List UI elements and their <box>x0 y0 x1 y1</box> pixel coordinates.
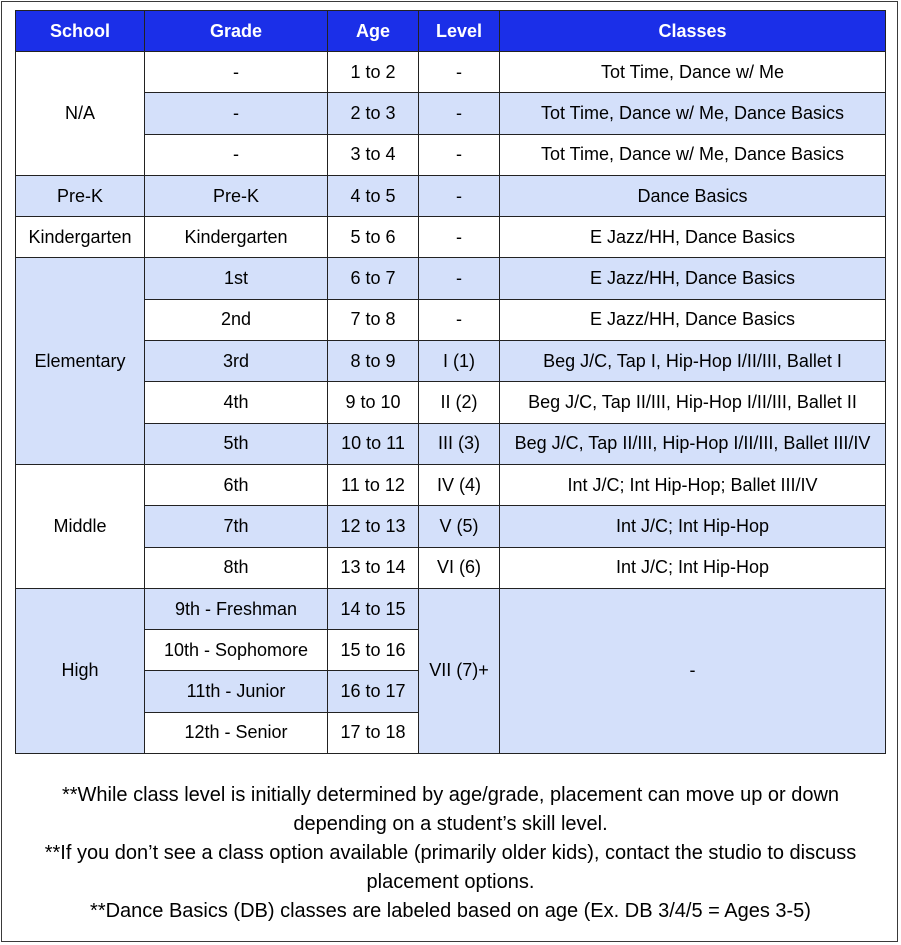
column-header-classes: Classes <box>500 11 886 52</box>
table-row <box>16 93 886 134</box>
grade-cell: Kindergarten <box>145 217 328 258</box>
age-cell: 14 to 15 <box>328 588 419 629</box>
footnotes <box>0 781 901 926</box>
age-cell: 10 to 11 <box>328 423 419 464</box>
level-cell: - <box>419 93 500 134</box>
level-cell: - <box>419 217 500 258</box>
grade-cell: Pre-K <box>145 175 328 216</box>
age-cell: 12 to 13 <box>328 506 419 547</box>
age-cell: 13 to 14 <box>328 547 419 588</box>
table-row <box>16 52 886 93</box>
level-cell: - <box>419 258 500 299</box>
school-cell: Elementary <box>16 258 145 464</box>
footnote-dance-basics: **Dance Basics (DB) classes are labeled based on age (Ex. DB 3/4/5 = Ages 3-5) <box>90 900 811 922</box>
table-row <box>16 134 886 175</box>
age-cell: 6 to 7 <box>328 258 419 299</box>
classes-cell: Tot Time, Dance w/ Me, Dance Basics <box>500 93 886 134</box>
grade-cell: 10th - Sophomore <box>145 630 328 671</box>
grade-cell: 4th <box>145 382 328 423</box>
table-row <box>16 588 886 629</box>
table-header-row <box>16 11 886 52</box>
age-cell: 4 to 5 <box>328 175 419 216</box>
classes-cell: E Jazz/HH, Dance Basics <box>500 299 886 340</box>
age-cell: 17 to 18 <box>328 712 419 753</box>
grade-cell: - <box>145 134 328 175</box>
age-cell: 2 to 3 <box>328 93 419 134</box>
table-row <box>16 175 886 216</box>
age-cell: 1 to 2 <box>328 52 419 93</box>
classes-cell: Int J/C; Int Hip-Hop <box>500 547 886 588</box>
level-cell: V (5) <box>419 506 500 547</box>
classes-cell: Tot Time, Dance w/ Me <box>500 52 886 93</box>
classes-cell: Beg J/C, Tap I, Hip-Hop I/II/III, Ballet I <box>500 341 886 382</box>
level-cell: VII (7)+ <box>419 588 500 753</box>
school-cell: Middle <box>16 464 145 588</box>
school-cell: N/A <box>16 52 145 176</box>
table-row <box>16 464 886 505</box>
classes-cell: Int J/C; Int Hip-Hop <box>500 506 886 547</box>
classes-cell: - <box>500 588 886 753</box>
age-cell: 16 to 17 <box>328 671 419 712</box>
footnote-placement: **While class level is initially determined by age/grade, placement can move up or down depending on a student’s skill level. <box>61 784 840 835</box>
level-cell: I (1) <box>419 341 500 382</box>
grade-cell: 5th <box>145 423 328 464</box>
level-cell: IV (4) <box>419 464 500 505</box>
school-cell: Kindergarten <box>16 217 145 258</box>
table-row <box>16 506 886 547</box>
school-cell: High <box>16 588 145 753</box>
grade-cell: - <box>145 52 328 93</box>
age-cell: 8 to 9 <box>328 341 419 382</box>
table-row <box>16 299 886 340</box>
placement-table <box>15 10 886 754</box>
age-cell: 7 to 8 <box>328 299 419 340</box>
column-header-grade: Grade <box>145 11 328 52</box>
table-row <box>16 423 886 464</box>
classes-cell: E Jazz/HH, Dance Basics <box>500 258 886 299</box>
footnote-contact-studio: **If you don’t see a class option available (primarily older kids), contact the studio to discuss placement options. <box>44 842 857 893</box>
column-header-level: Level <box>419 11 500 52</box>
grade-cell: 12th - Senior <box>145 712 328 753</box>
age-cell: 11 to 12 <box>328 464 419 505</box>
table-row <box>16 341 886 382</box>
age-cell: 15 to 16 <box>328 630 419 671</box>
grade-cell: 1st <box>145 258 328 299</box>
age-cell: 3 to 4 <box>328 134 419 175</box>
column-header-age: Age <box>328 11 419 52</box>
table-row <box>16 382 886 423</box>
table-row <box>16 547 886 588</box>
grade-cell: 7th <box>145 506 328 547</box>
level-cell: - <box>419 134 500 175</box>
level-cell: VI (6) <box>419 547 500 588</box>
column-header-school: School <box>16 11 145 52</box>
grade-cell: 6th <box>145 464 328 505</box>
grade-cell: 8th <box>145 547 328 588</box>
table-row <box>16 217 886 258</box>
age-cell: 5 to 6 <box>328 217 419 258</box>
table-row <box>16 258 886 299</box>
grade-cell: 9th - Freshman <box>145 588 328 629</box>
age-cell: 9 to 10 <box>328 382 419 423</box>
classes-cell: Int J/C; Int Hip-Hop; Ballet III/IV <box>500 464 886 505</box>
classes-cell: Beg J/C, Tap II/III, Hip-Hop I/II/III, Ballet II <box>500 382 886 423</box>
grade-cell: 11th - Junior <box>145 671 328 712</box>
level-cell: III (3) <box>419 423 500 464</box>
classes-cell: Tot Time, Dance w/ Me, Dance Basics <box>500 134 886 175</box>
classes-cell: Beg J/C, Tap II/III, Hip-Hop I/II/III, Ballet III/IV <box>500 423 886 464</box>
level-cell: - <box>419 175 500 216</box>
classes-cell: Dance Basics <box>500 175 886 216</box>
grade-cell: 3rd <box>145 341 328 382</box>
classes-cell: E Jazz/HH, Dance Basics <box>500 217 886 258</box>
level-cell: - <box>419 52 500 93</box>
level-cell: - <box>419 299 500 340</box>
grade-cell: - <box>145 93 328 134</box>
level-cell: II (2) <box>419 382 500 423</box>
school-cell: Pre-K <box>16 175 145 216</box>
grade-cell: 2nd <box>145 299 328 340</box>
